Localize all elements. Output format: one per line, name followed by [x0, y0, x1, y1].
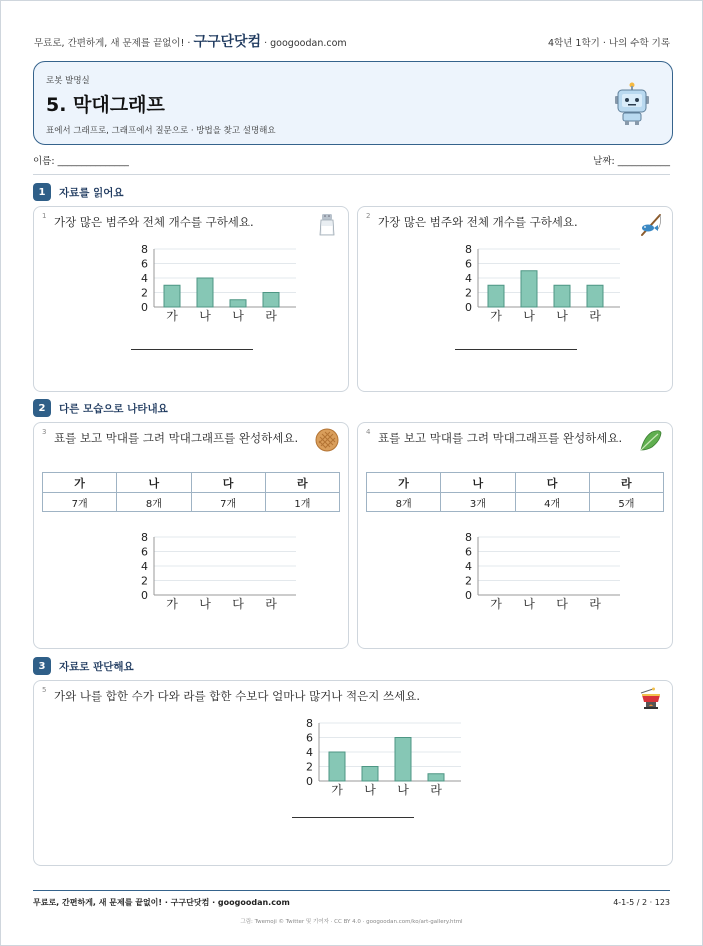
- data-table: [42, 472, 340, 512]
- question-card-3: [33, 422, 349, 649]
- x-category-label: 라: [430, 783, 442, 797]
- section-1-header: [33, 182, 124, 202]
- bar: [521, 271, 537, 307]
- y-tick-label: 6: [141, 545, 148, 559]
- x-category-label: 가: [166, 309, 178, 323]
- section-2-header: [33, 398, 168, 418]
- x-category-label: 가: [166, 597, 178, 611]
- question-number: 1: [42, 212, 47, 220]
- y-tick-label: 6: [141, 257, 148, 271]
- question-text: 가장 많은 범주와 전체 개수를 구하세요.: [378, 215, 578, 229]
- y-tick-label: 8: [141, 531, 148, 544]
- x-category-label: 나: [199, 309, 211, 323]
- fishing-pole-icon: [638, 211, 664, 237]
- footer-left: 무료로, 간편하게, 새 문제를 끝없이! · 구구단닷컴 · googoodan.com: [33, 898, 290, 907]
- section-title: 자료로 판단해요: [59, 660, 134, 673]
- y-tick-label: 4: [306, 746, 313, 759]
- y-tick-label: 4: [465, 560, 472, 573]
- section-number: 3: [33, 657, 51, 675]
- question-number: 5: [42, 686, 47, 694]
- image-credit: 그림: Twemoji © Twitter 및 기여자 · CC BY 4.0 · googoodan.com/ko/art-gallery.html: [240, 919, 463, 925]
- bar-chart-1: [104, 239, 277, 323]
- section-3-header: [33, 656, 134, 676]
- x-category-label: 가: [331, 783, 343, 797]
- y-tick-label: 2: [141, 574, 148, 588]
- salt-shaker-icon: [314, 211, 340, 237]
- question-number: 4: [366, 428, 371, 436]
- y-tick-label: 8: [306, 717, 313, 730]
- x-category-label: 라: [589, 309, 601, 323]
- y-tick-label: 0: [465, 589, 472, 602]
- bar: [329, 752, 345, 781]
- title-kicker: 로봇 발명실: [46, 76, 90, 86]
- y-tick-label: 6: [465, 257, 472, 271]
- x-category-label: 나: [556, 309, 568, 323]
- header-right: 4학년 1학기 · 나의 수학 기록: [548, 38, 670, 49]
- blank-bar-chart-3[interactable]: [104, 527, 277, 611]
- bar-chart-2: [428, 239, 601, 323]
- question-text: 표를 보고 막대를 그려 막대그래프를 완성하세요.: [54, 431, 299, 445]
- table-cell: 7개: [191, 493, 265, 512]
- y-tick-label: 0: [306, 775, 313, 788]
- table-header: 나: [441, 473, 515, 493]
- table-header: 가: [367, 473, 441, 493]
- leafy-green-icon: [638, 427, 664, 453]
- bar-chart-5: [269, 713, 442, 797]
- table-cell: 8개: [117, 493, 191, 512]
- table-cell: 8개: [367, 493, 441, 512]
- bar: [395, 738, 411, 782]
- table-header: 가: [43, 473, 117, 493]
- x-category-label: 나: [523, 309, 535, 323]
- x-category-label: 라: [589, 597, 601, 611]
- section-number: 1: [33, 183, 51, 201]
- y-tick-label: 0: [141, 589, 148, 602]
- title-box: [33, 61, 673, 145]
- section-number: 2: [33, 399, 51, 417]
- y-tick-label: 2: [141, 286, 148, 300]
- y-tick-label: 0: [465, 301, 472, 314]
- bar: [197, 278, 213, 307]
- x-category-label: 나: [364, 783, 376, 797]
- y-tick-label: 8: [465, 531, 472, 544]
- robot-icon: [614, 82, 650, 126]
- y-tick-label: 6: [306, 731, 313, 745]
- section-title: 다른 모습으로 나타내요: [59, 402, 168, 415]
- x-category-label: 가: [490, 309, 502, 323]
- table-header: 다: [191, 473, 265, 493]
- question-card-2: [357, 206, 673, 392]
- y-tick-label: 8: [141, 243, 148, 256]
- brand-name: 구구단닷컴: [193, 34, 262, 50]
- question-card-5: [33, 680, 673, 866]
- date-field[interactable]: 날짜: ___________: [593, 156, 670, 167]
- table-cell: 1개: [265, 493, 339, 512]
- header-tagline: 무료로, 간편하게, 새 문제를 끝없이! ·: [34, 38, 194, 49]
- table-header: 나: [117, 473, 191, 493]
- y-tick-label: 2: [306, 760, 313, 774]
- table-header: 다: [515, 473, 589, 493]
- y-tick-label: 6: [465, 545, 472, 559]
- bar: [263, 293, 279, 308]
- bar: [554, 285, 570, 307]
- question-card-1: [33, 206, 349, 392]
- blank-bar-chart-4[interactable]: [428, 527, 601, 611]
- table-cell: 7개: [43, 493, 117, 512]
- question-text: 가와 나를 합한 수가 다와 라를 합한 수보다 얼마나 많거나 적은지 쓰세요.: [54, 689, 421, 703]
- x-category-label: 다: [556, 597, 568, 611]
- bar: [164, 285, 180, 307]
- table-cell: 3개: [441, 493, 515, 512]
- y-tick-label: 8: [465, 243, 472, 256]
- footer-page-number: 4-1-5 / 2 · 123: [613, 898, 670, 907]
- page-header: [34, 31, 670, 51]
- bar: [587, 285, 603, 307]
- fondue-icon: [638, 685, 664, 711]
- x-category-label: 나: [523, 597, 535, 611]
- y-tick-label: 4: [141, 560, 148, 573]
- cookie-icon: [314, 427, 340, 453]
- bar: [428, 774, 444, 781]
- question-text: 가장 많은 범주와 전체 개수를 구하세요.: [54, 215, 254, 229]
- table-cell: 4개: [515, 493, 589, 512]
- x-category-label: 다: [232, 597, 244, 611]
- table-header: 라: [589, 473, 663, 493]
- answer-line[interactable]: [455, 349, 577, 350]
- page-footer: [33, 890, 670, 914]
- bar: [362, 767, 378, 782]
- answer-line[interactable]: [292, 817, 414, 818]
- x-category-label: 라: [265, 597, 277, 611]
- question-card-4: [357, 422, 673, 649]
- y-tick-label: 4: [141, 272, 148, 285]
- table-cell: 5개: [589, 493, 663, 512]
- y-tick-label: 4: [465, 272, 472, 285]
- question-text: 표를 보고 막대를 그려 막대그래프를 완성하세요.: [378, 431, 623, 445]
- section-title: 자료를 읽어요: [59, 186, 124, 199]
- x-category-label: 나: [397, 783, 409, 797]
- name-field[interactable]: 이름: _______________: [33, 156, 129, 167]
- data-table: [366, 472, 664, 512]
- page-title: 5. 막대그래프: [46, 94, 165, 116]
- table-header: 라: [265, 473, 339, 493]
- x-category-label: 가: [490, 597, 502, 611]
- page-subtitle: 표에서 그래프로, 그래프에서 질문으로 · 방법을 찾고 설명해요: [46, 126, 276, 136]
- y-tick-label: 0: [141, 301, 148, 314]
- x-category-label: 나: [232, 309, 244, 323]
- bar: [230, 300, 246, 307]
- bar: [488, 285, 504, 307]
- name-date-line: [33, 153, 670, 175]
- y-tick-label: 2: [465, 286, 472, 300]
- x-category-label: 라: [265, 309, 277, 323]
- header-site: · googoodan.com: [261, 38, 347, 49]
- question-number: 2: [366, 212, 371, 220]
- x-category-label: 나: [199, 597, 211, 611]
- header-left: [34, 31, 347, 51]
- answer-line[interactable]: [131, 349, 253, 350]
- y-tick-label: 2: [465, 574, 472, 588]
- question-number: 3: [42, 428, 47, 436]
